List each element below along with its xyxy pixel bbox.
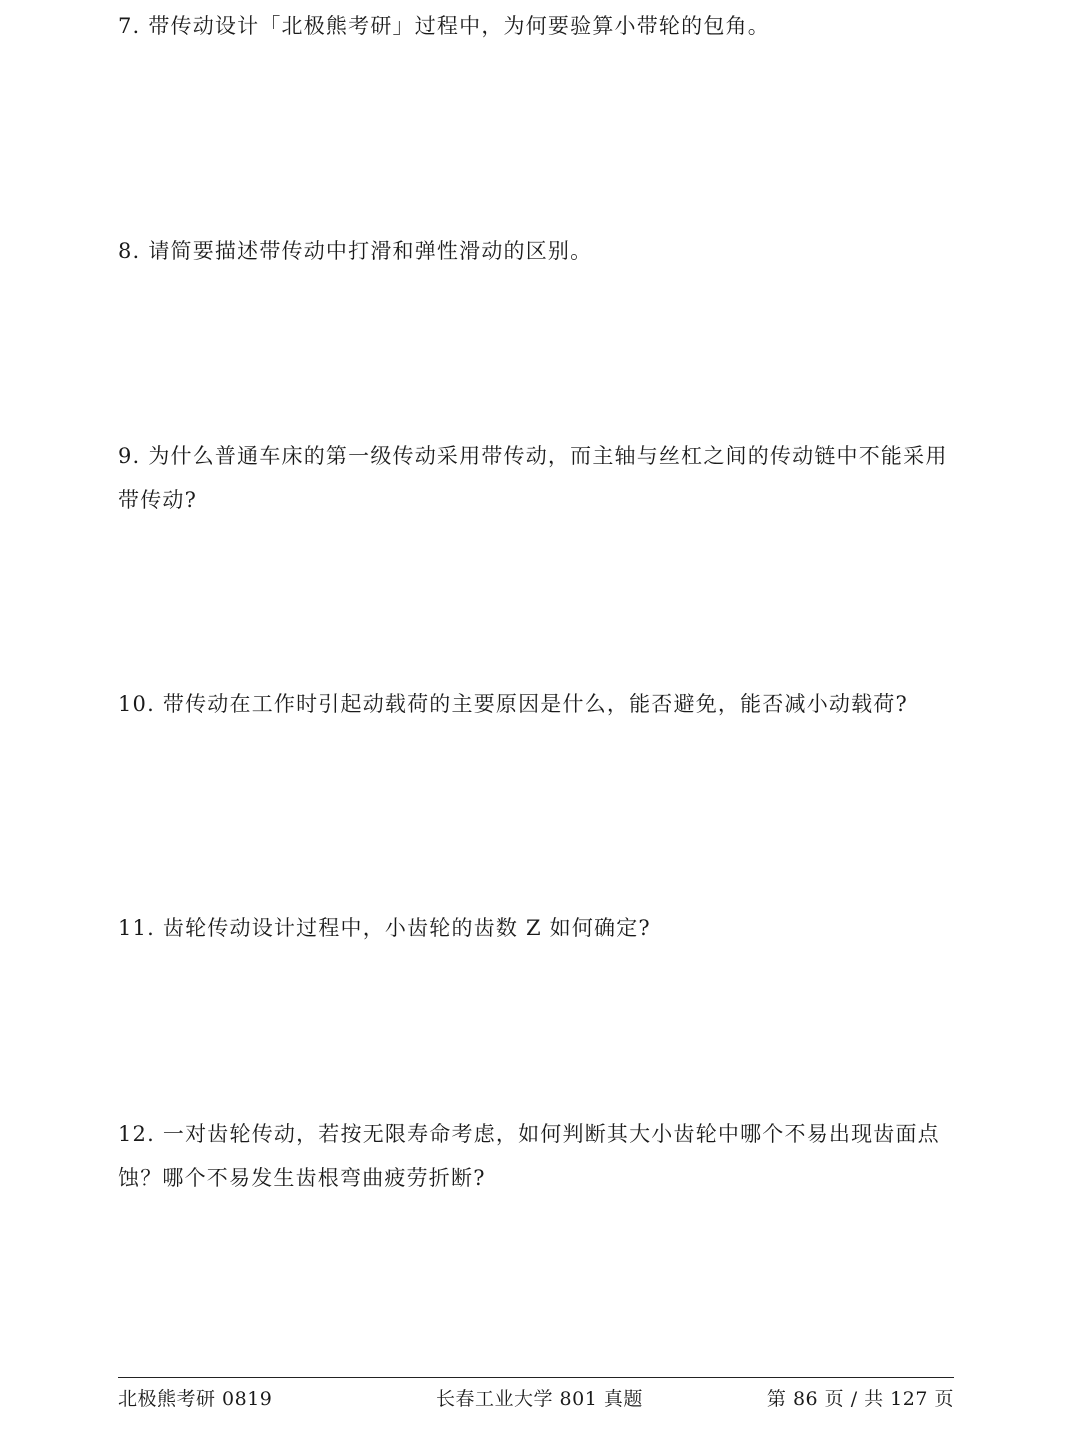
footer-title: 长春工业大学 801 真题 bbox=[436, 1388, 643, 1410]
question-text: 带传动在工作时引起动载荷的主要原因是什么，能否避免，能否减小动载荷? bbox=[162, 692, 908, 716]
question-number: 8. bbox=[118, 239, 141, 263]
question-9 bbox=[118, 434, 958, 522]
footer-divider bbox=[118, 1377, 954, 1378]
footer-source: 北极熊考研 0819 bbox=[118, 1388, 273, 1410]
question-text: 带传动设计「北极熊考研」过程中，为何要验算小带轮的包角。 bbox=[148, 14, 770, 38]
question-number: 7. bbox=[118, 14, 141, 38]
question-text: 一对齿轮传动，若按无限寿命考虑，如何判断其大小齿轮中哪个不易出现齿面点蚀？哪个不易发生齿根弯曲疲劳折断? bbox=[118, 1122, 940, 1190]
question-10 bbox=[118, 682, 958, 726]
question-number: 12. bbox=[118, 1122, 155, 1146]
question-12 bbox=[118, 1112, 958, 1200]
question-7 bbox=[118, 4, 958, 48]
question-text: 请简要描述带传动中打滑和弹性滑动的区别。 bbox=[148, 239, 593, 263]
question-text: 齿轮传动设计过程中，小齿轮的齿数 Z 如何确定? bbox=[162, 916, 651, 940]
question-11 bbox=[118, 906, 958, 950]
question-8 bbox=[118, 229, 958, 273]
page-number: 第 86 页 / 共 127 页 bbox=[766, 1388, 954, 1410]
question-number: 11. bbox=[118, 916, 155, 940]
question-number: 9. bbox=[118, 444, 141, 468]
question-number: 10. bbox=[118, 692, 155, 716]
question-text: 为什么普通车床的第一级传动采用带传动，而主轴与丝杠之间的传动链中不能采用带传动? bbox=[118, 444, 948, 512]
